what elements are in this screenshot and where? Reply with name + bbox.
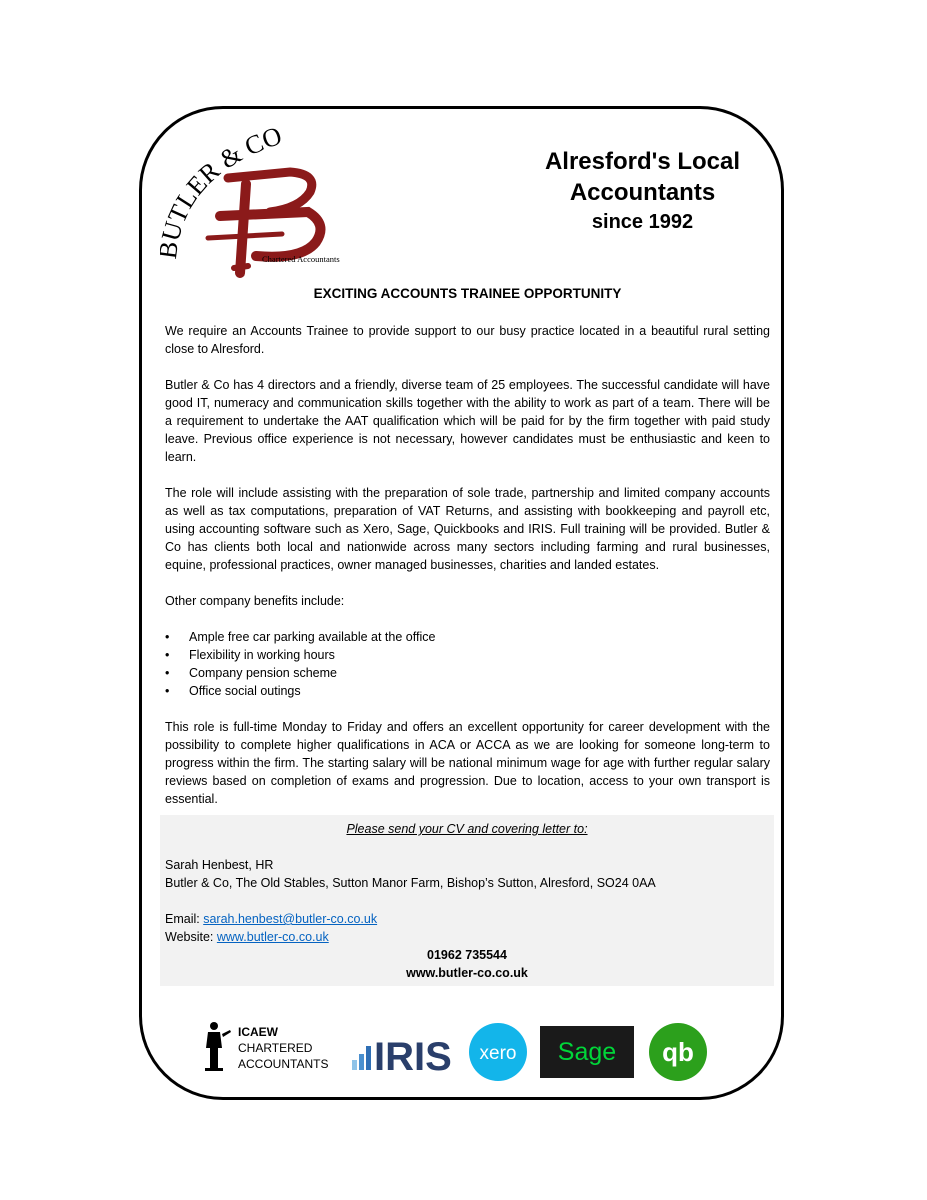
tagline-line1: Alresford's Local: [544, 148, 741, 175]
tagline: [520, 146, 765, 236]
benefit-item: • Ample free car parking available at the office: [165, 628, 770, 646]
logo-wordmark: TLER & CO: [162, 128, 286, 228]
team-paragraph: Butler & Co has 4 directors and a friendly, diverse team of 25 employees. The successful candidate will have good IT, numeracy and communication skills together with the ability to work as part of a team. There will be a requirement to undertake the AAT qualification which will be paid for by the firm together with paid study leave. Previous office experience is not necessary, however candidates must be enthusiastic and keen to learn.: [165, 378, 770, 464]
benefit-item: • Office social outings: [165, 682, 770, 700]
job-headline: EXCITING ACCOUNTS TRAINEE OPPORTUNITY: [313, 286, 622, 301]
contact-cta: Please send your CV and covering letter to:: [346, 822, 588, 836]
logo-subtitle: Chartered Accountants: [262, 254, 340, 264]
tagline-line2: Accountants: [569, 179, 716, 206]
contact-address: Butler & Co, The Old Stables, Sutton Manor Farm, Bishop’s Sutton, Alresford, SO24 0AA: [165, 876, 656, 890]
butler-co-logo-mark: [160, 128, 370, 278]
iris-wordmark: IRIS: [374, 1035, 452, 1074]
icaew-line1: ICAEW: [238, 1025, 278, 1039]
iris-logo: [350, 1030, 460, 1074]
website-link[interactable]: www.butler-co.co.uk: [216, 930, 329, 944]
xero-logo: [468, 1022, 528, 1082]
phone-number: 01962 735544: [427, 948, 507, 962]
email-label: Email:: [165, 912, 204, 926]
role-paragraph: The role will include assisting with the preparation of sole trade, partnership and limited company accounts as well as tax computations, preparation of VAT Returns, and assisting with bookkeeping and payroll etc, using accounting software such as Xero, Sage, Quickbooks and IRIS. Full training will be provided. Butler & Co has clients both local and nationwide across many sectors including farming and rural businesses, equine, professional practices, owner managed businesses, charities and landed estates.: [165, 486, 770, 572]
website-row: [165, 928, 769, 946]
butler-co-logo: [160, 128, 370, 278]
terms-paragraph: This role is full-time Monday to Friday and offers an excellent opportunity for career development with the possibility to complete higher qualifications in ACA or ACCA as we are looking for someone long-term to progress within the firm. The starting salary will be national minimum wage for age with further regular salary reviews based on completion of exams and progression. Due to location, access to your own transport is essential.: [165, 720, 770, 806]
benefits-intro: Other company benefits include:: [165, 594, 345, 608]
intro-paragraph: We require an Accounts Trainee to provide support to our busy practice located in a beautiful rural setting close to Alresford.: [165, 324, 770, 356]
benefit-item: • Company pension scheme: [165, 664, 770, 682]
email-link[interactable]: sarah.henbest@butler-co.co.uk: [203, 912, 378, 926]
website-label: Website:: [165, 930, 217, 944]
icaew-badge: [200, 1018, 342, 1078]
icaew-line2: CHARTERED: [238, 1041, 313, 1055]
quickbooks-logo: [648, 1022, 708, 1082]
benefits-list: [165, 628, 770, 700]
badges-row: [200, 1018, 720, 1086]
tagline-since: since 1992: [591, 211, 694, 233]
email-row: [165, 910, 769, 928]
icaew-line3: ACCOUNTANTS: [238, 1057, 329, 1071]
icaew-figure-icon: [205, 1022, 231, 1071]
xero-wordmark: xero: [479, 1043, 517, 1064]
quickbooks-wordmark: qb: [662, 1037, 694, 1067]
footer-website: www.butler-co.co.uk: [406, 966, 528, 980]
job-description: [165, 322, 770, 826]
contact-box: [160, 815, 774, 986]
benefit-item: • Flexibility in working hours: [165, 646, 770, 664]
sage-logo: [540, 1026, 634, 1078]
sage-wordmark: Sage: [557, 1038, 617, 1066]
contact-name: Sarah Henbest, HR: [165, 858, 274, 872]
